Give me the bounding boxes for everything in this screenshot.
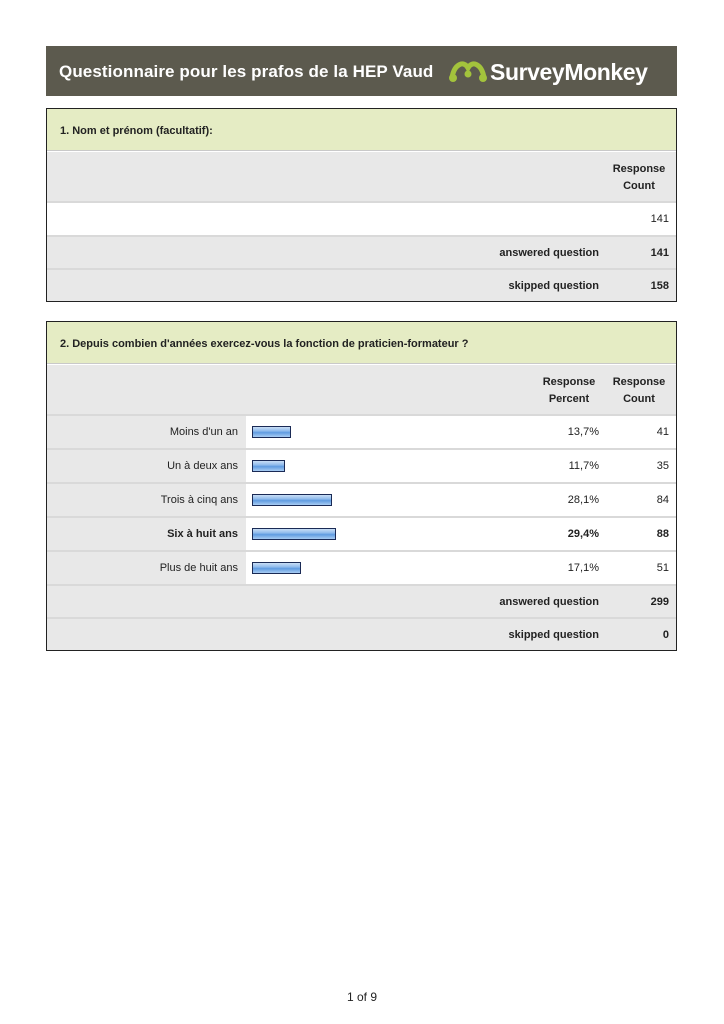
question-2-table (46, 321, 677, 651)
answer-row-highlight (47, 516, 676, 550)
answer-percent: 29,4% (567, 528, 599, 540)
answer-count: 84 (656, 494, 669, 506)
skipped-value: 158 (650, 280, 669, 292)
header-line: Response (542, 376, 596, 388)
answer-row (47, 482, 676, 516)
answered-label: answered question (499, 596, 599, 608)
bar-track (252, 494, 552, 507)
answer-count: 51 (656, 562, 669, 574)
answer-bar (252, 426, 291, 438)
header-line: Response (612, 163, 666, 175)
skipped-row (47, 268, 676, 301)
question-2-title: 2. Depuis combien d'années exercez-vous la fonction de praticien-formateur ? (47, 322, 676, 364)
answer-label: Moins d'un an (47, 416, 246, 448)
response-count-header (609, 374, 669, 408)
response-count-header (609, 161, 669, 195)
skipped-value: 0 (662, 629, 669, 641)
page-number: 1 of 9 (346, 990, 378, 1004)
answered-row (47, 235, 676, 268)
skipped-row (47, 617, 676, 650)
survey-title: Questionnaire pour les prafos de la HEP Vaud (59, 62, 434, 81)
answered-value: 141 (650, 247, 669, 259)
answer-label: Trois à cinq ans (47, 484, 246, 516)
logo-wordmark: SurveyMonkey (490, 59, 648, 85)
question-1-total: 141 (650, 213, 669, 225)
question-1-table (46, 108, 677, 302)
answer-count: 88 (656, 528, 669, 540)
answer-label: Six à huit ans (47, 518, 246, 550)
question-1-total-row (47, 201, 676, 235)
answer-percent: 11,7% (568, 460, 599, 472)
answer-label: Plus de huit ans (47, 552, 246, 584)
answer-percent: 13,7% (567, 426, 599, 438)
answer-label: Un à deux ans (47, 450, 246, 482)
answered-label: answered question (499, 247, 599, 259)
bar-track (252, 426, 552, 439)
report-header (46, 46, 677, 96)
answer-row (47, 448, 676, 482)
answer-bar (252, 494, 332, 506)
question-1-column-header (47, 151, 676, 201)
header-line: Response (612, 376, 666, 388)
question-2-column-header (47, 364, 676, 414)
surveymonkey-logo-icon (448, 58, 488, 86)
header-line: Count (623, 180, 655, 192)
answered-value: 299 (650, 596, 669, 608)
answer-bar (252, 460, 285, 472)
answer-row (47, 414, 676, 448)
surveymonkey-logo (448, 56, 670, 88)
skipped-label: skipped question (508, 629, 599, 641)
response-percent-header (539, 374, 599, 408)
answer-bar (252, 562, 301, 574)
header-line: Count (623, 393, 655, 405)
answer-percent: 28,1% (567, 494, 599, 506)
answer-count: 41 (656, 426, 669, 438)
answer-row (47, 550, 676, 584)
header-line: Percent (548, 393, 590, 405)
answer-count: 35 (656, 460, 669, 472)
answered-row (47, 584, 676, 617)
bar-track (252, 460, 552, 473)
answer-bar (252, 528, 336, 540)
bar-track (252, 562, 552, 575)
skipped-label: skipped question (508, 280, 599, 292)
answer-percent: 17,1% (567, 562, 599, 574)
question-1-title: 1. Nom et prénom (facultatif): (47, 109, 676, 151)
bar-track (252, 528, 552, 541)
